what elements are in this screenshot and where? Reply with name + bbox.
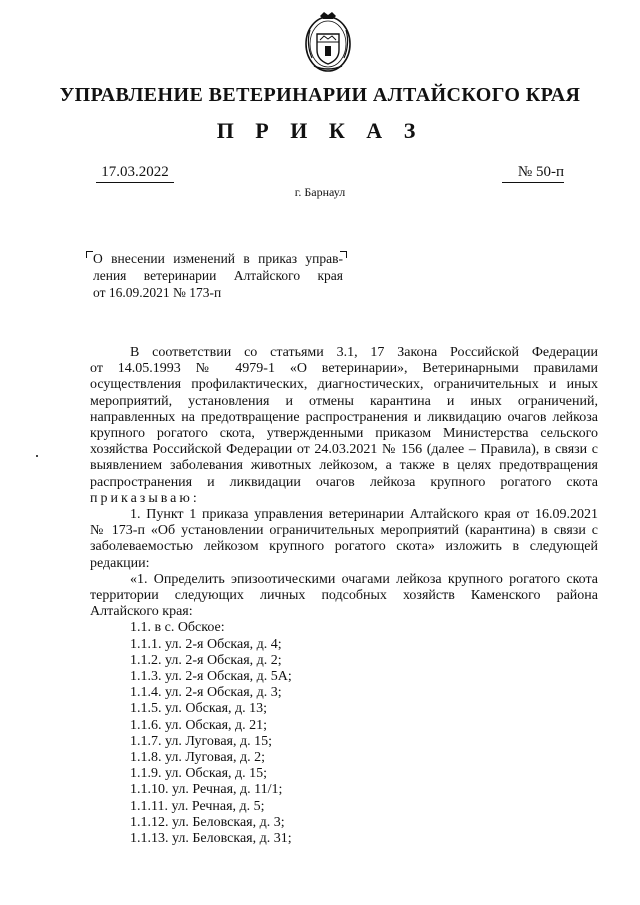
list-item: 1.1.12. ул. Беловская, д. 3; [130, 814, 285, 830]
list-item: 1.1.10. ул. Речная, д. 11/1; [130, 782, 283, 798]
preamble-line: направленных на предотвращение распространения и ликвидацию очагов лейкоза [90, 409, 598, 425]
quote-line: «1. Определить эпизоотическими очагами лейкоза крупного рогатого скота [130, 571, 598, 587]
preamble-line: В соответствии со статьями 3.1, 17 Закона Российской Федерации [130, 345, 598, 360]
list-item: 1.1.5. ул. Обская, д. 13; [130, 701, 268, 717]
list-item: 1.1.7. ул. Луговая, д. 15; [130, 733, 273, 749]
point1-line: № 173-п «Об установлении ограничительных мероприятий (карантина) в связи с [90, 523, 598, 539]
subject-left-corner-mark [86, 251, 93, 258]
preamble-line: хозяйства Российской Федерации от 24.03.2021 № 156 (далее – Правила), в связи с [90, 442, 598, 458]
preamble-line: осуществления профилактических, диагностических, ограничительных и иных [90, 377, 598, 393]
order-body [90, 345, 598, 847]
list-item: 1.1.1. ул. 2-я Обская, д. 4; [130, 636, 282, 652]
list-item: 1.1.3. ул. 2-я Обская, д. 5А; [130, 669, 292, 685]
address-list [90, 637, 598, 848]
point1-line: заболеваемостью лейкозом крупного рогатого скота» изложить в следующей [90, 539, 598, 555]
preamble-line: выявлением заболевания животных лейкозом, а также в целях предотвращения [90, 458, 598, 474]
order-date: 17.03.2022 [96, 164, 174, 183]
preamble-line: распространения и ликвидации очагов лейкоза крупного рогатого скота [90, 474, 598, 490]
preamble-line: мероприятий, установления и отмены карантина и иных ограничений, [90, 393, 598, 409]
village-heading: 1.1. в с. Обское: [130, 620, 225, 636]
coat-of-arms-emblem [302, 10, 354, 74]
list-item: 1.1.8. ул. Луговая, д. 2; [130, 750, 266, 766]
list-item: 1.1.6. ул. Обская, д. 21; [130, 717, 268, 733]
subject-line: ления ветеринарии Алтайского края [93, 268, 343, 283]
quote-line: территории следующих личных подсобных хозяйств Каменского района [90, 588, 598, 604]
preamble-line: крупного рогатого скота, утвержденными приказом Министерства сельского [90, 426, 598, 442]
list-item: 1.1.11. ул. Речная, д. 5; [130, 798, 265, 814]
subject-line: О внесении изменений в приказ управ- [93, 251, 343, 266]
list-item: 1.1.2. ул. 2-я Обская, д. 2; [130, 652, 282, 668]
quote-line: Алтайского края: [90, 604, 193, 620]
organization-name: УПРАВЛЕНИЕ ВЕТЕРИНАРИИ АЛТАЙСКОГО КРАЯ [59, 84, 581, 106]
order-subject [93, 250, 343, 301]
city-name: г. Барнаул [294, 185, 346, 199]
list-item: 1.1.4. ул. 2-я Обская, д. 3; [130, 685, 282, 701]
subject-right-corner-mark [340, 251, 347, 258]
list-item: 1.1.9. ул. Обская, д. 15; [130, 766, 268, 782]
preamble-line: от 14.05.1993 № 4979-1 «О ветеринарии», Ветеринарными правилами [90, 361, 598, 377]
order-number: № 50-п [502, 164, 564, 183]
subject-line: от 16.09.2021 № 173-п [93, 285, 222, 300]
document-type-title: П Р И К А З [216, 118, 424, 143]
margin-dot [36, 455, 38, 457]
point1-line: 1. Пункт 1 приказа управления ветеринарии Алтайского края от 16.09.2021 [130, 507, 598, 523]
list-item: 1.1.13. ул. Беловская, д. 31; [130, 831, 292, 847]
point1-line: редакции: [90, 555, 150, 571]
order-word: приказываю: [90, 490, 200, 506]
